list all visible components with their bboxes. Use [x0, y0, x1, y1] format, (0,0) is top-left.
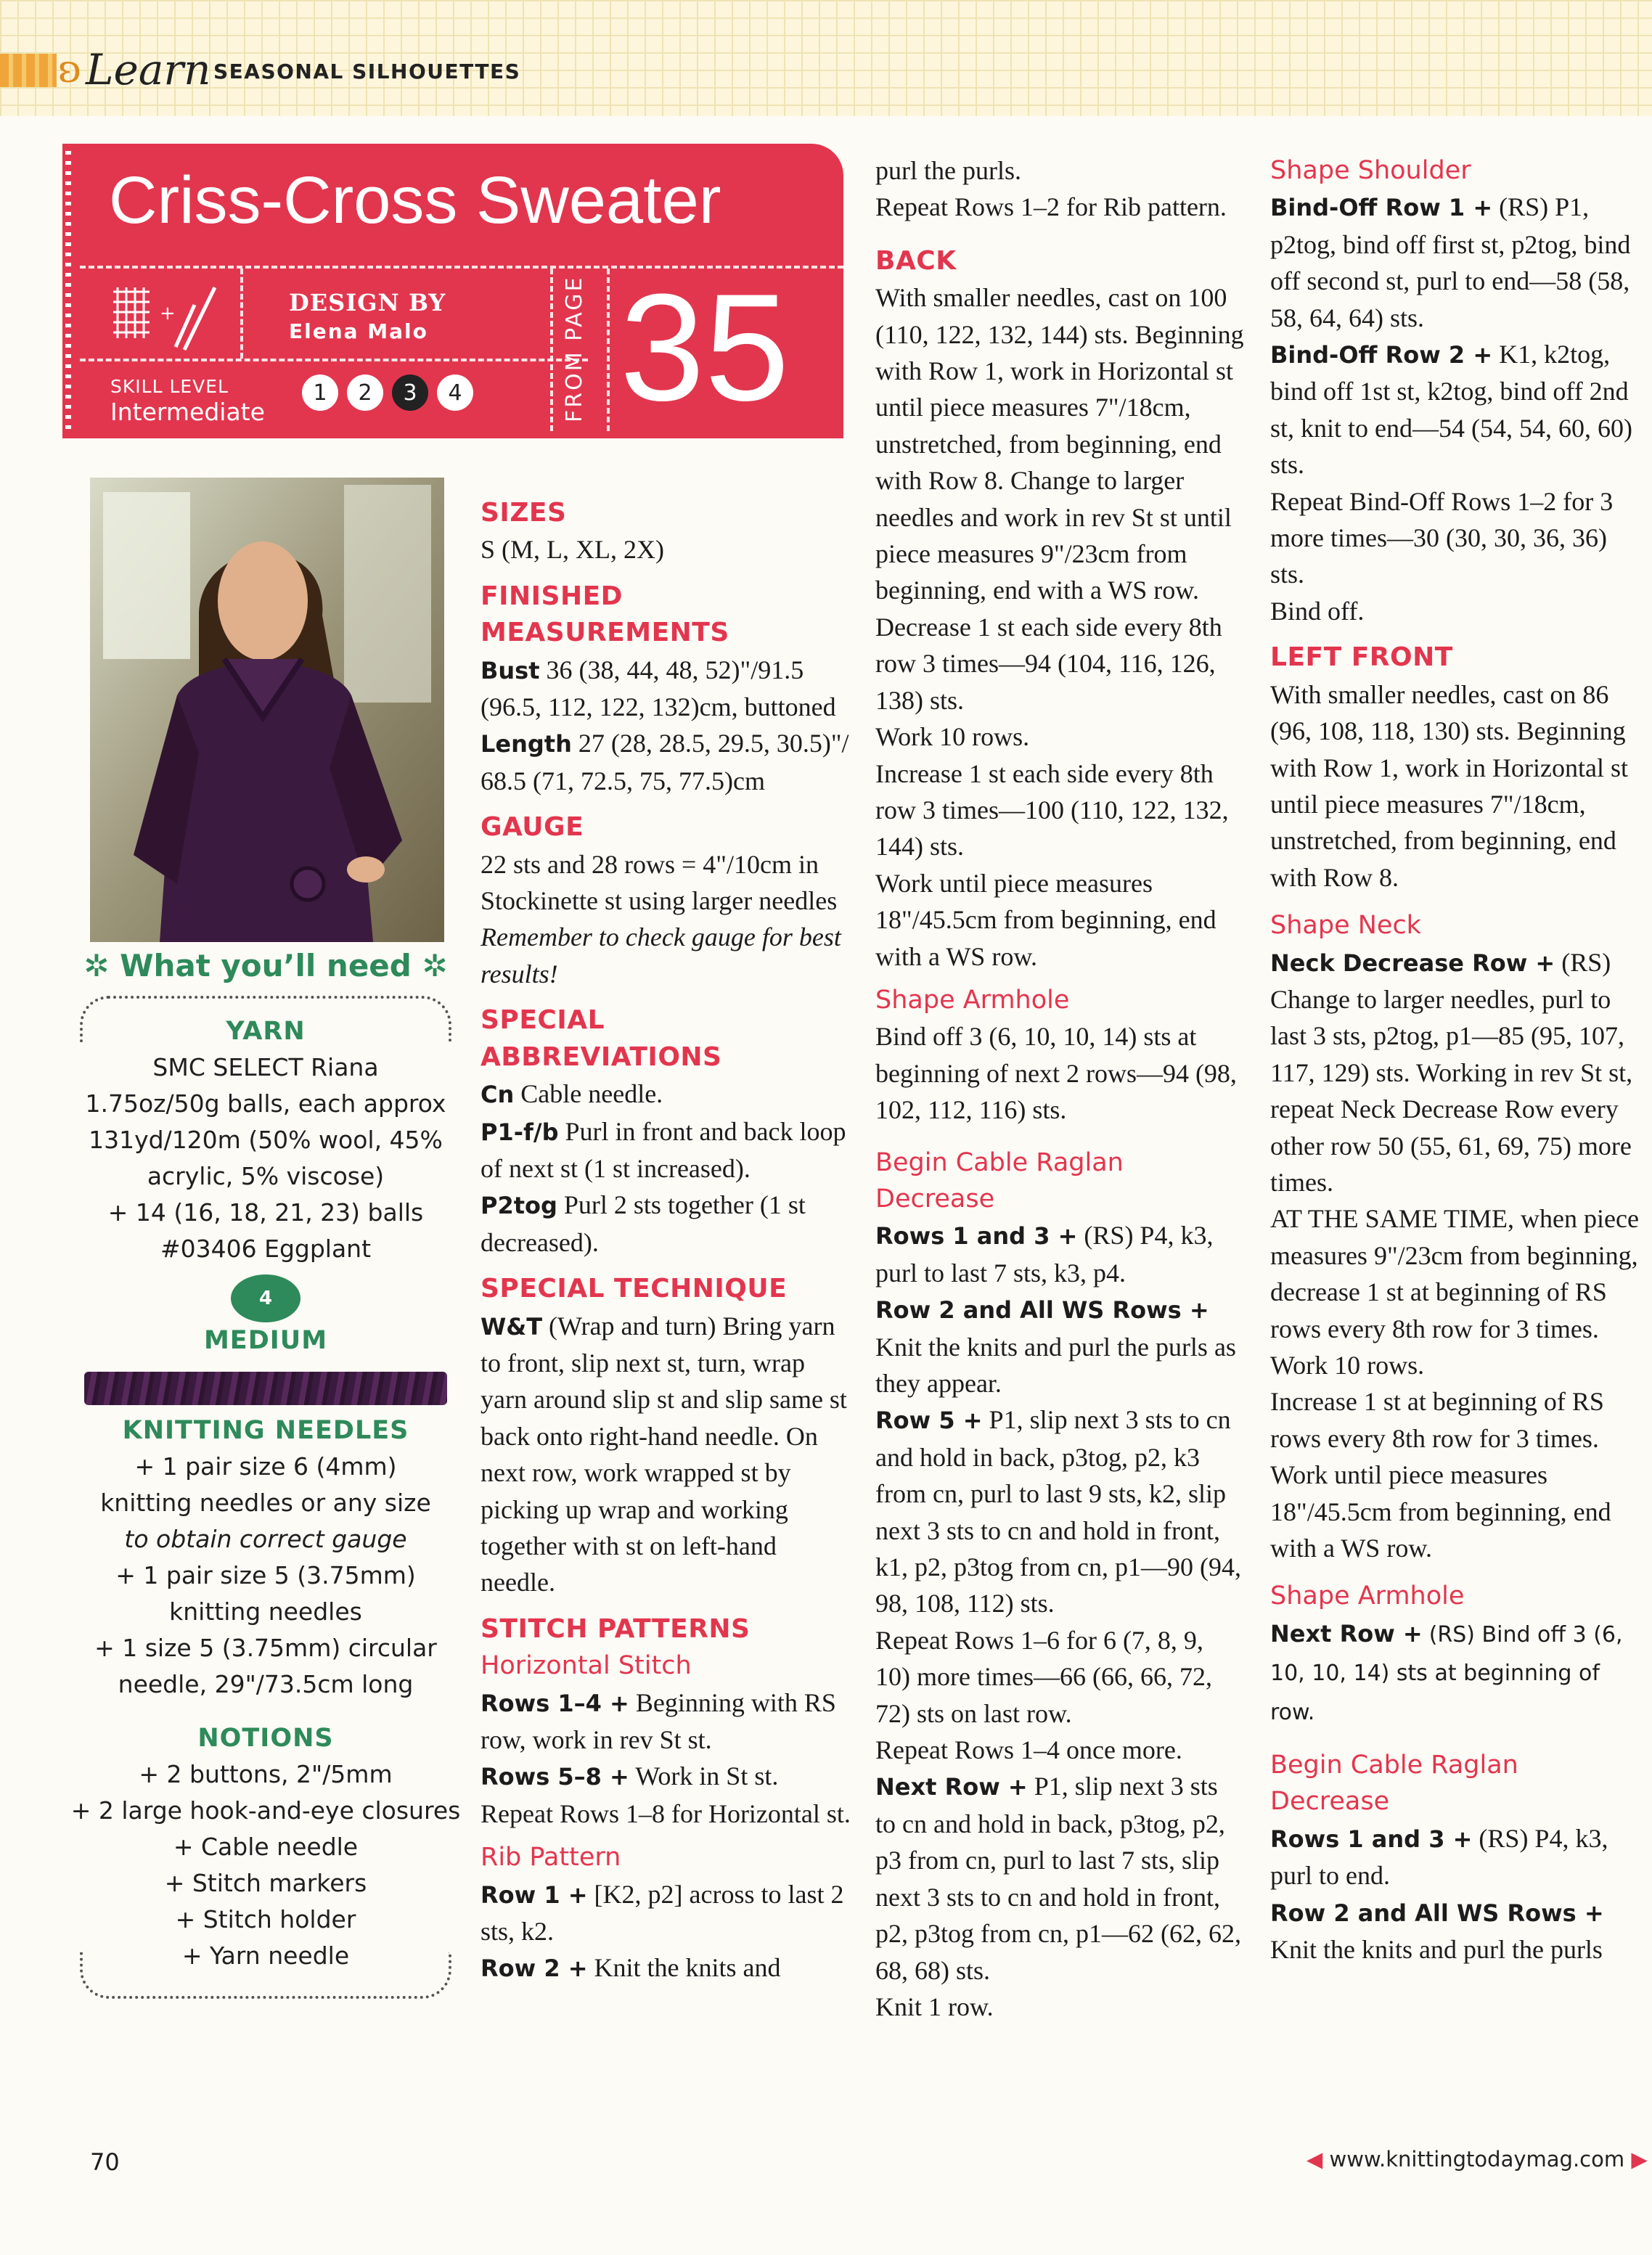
bust-label: Bust — [481, 656, 540, 684]
yarn-swatch — [84, 1372, 447, 1405]
notion-item: + Cable needle — [173, 1833, 359, 1861]
arrow-left-icon: ◀ — [1307, 2147, 1323, 2172]
technique-term: W&T — [481, 1312, 543, 1341]
row-text: P1, slip next 3 sts to cn and hold in back, p3tog, p2, p3 from cn, purl to last 7 sts, slip next 3 sts to cn and hold in front, p2, p3tog from cn, p1—62 (62, 62, 68, 68) sts. — [875, 1772, 1241, 1985]
abbrev-definition: Cable needle. — [520, 1079, 663, 1109]
skill-level-value: Intermediate — [110, 398, 265, 426]
bust-measurement — [481, 652, 851, 726]
rib-pattern-heading: Rib Pattern — [481, 1843, 621, 1873]
model-photo — [90, 478, 444, 942]
footer-website — [1307, 2147, 1648, 2172]
yarn-line: 1.75oz/50g balls, each approx — [85, 1089, 446, 1118]
row-text: (RS) P4, k3, purl to end. — [1270, 1823, 1608, 1891]
instruction-line: Work until piece measures 18"/45.5cm from beginning, end with a WS row. — [875, 868, 1216, 971]
yarn-line: #03406 Eggplant — [160, 1235, 372, 1263]
bust-value: 36 (38, 44, 48, 52)"/91.5 (96.5, 112, 122, 132)cm, buttoned — [481, 655, 836, 722]
notion-item: + 2 buttons, 2"/5mm — [139, 1760, 393, 1788]
instruction-row — [1270, 1820, 1642, 1894]
gauge-text: 22 sts and 28 rows = 4"/10cm in Stockinette st using larger needles — [481, 849, 838, 916]
notion-item: + Stitch markers — [164, 1869, 367, 1897]
shape-armhole-heading: Shape Armhole — [1270, 1581, 1465, 1611]
horizontal-stitch-heading: Horizontal Stitch — [481, 1651, 692, 1681]
row-text: (RS) P1, p2tog, bind off first st, p2tog, bind off second st, purl to end—58 (58, 58, 64, 64) sts. — [1270, 192, 1631, 332]
notion-item: + 2 large hook-and-eye closures — [70, 1796, 461, 1825]
row-label: Next Row + — [875, 1773, 1028, 1801]
repeat-instruction: Repeat Rows 1–2 for Rib pattern. — [875, 192, 1227, 222]
length-label: Length — [481, 730, 572, 758]
abbrev-definition: Purl in front and back loop of next st (1 st increased). — [481, 1116, 846, 1183]
arrow-right-icon: ▶ — [1631, 2147, 1648, 2172]
skill-level-2: 2 — [347, 375, 383, 411]
instruction-line: Work 10 rows. — [875, 722, 1030, 752]
row-text: (RS) Change to larger needles, purl to last 3 sts, p2tog, p1—85 (95, 107, 117, 129) sts. Working in rev St st, repeat Neck Decrease Row every other row 50 (55, 61, 69, 75) more times. — [1270, 947, 1633, 1197]
instruction-line: Increase 1 st at beginning of RS rows every 8th row for 3 times. — [1270, 1387, 1604, 1453]
instruction-row — [481, 1758, 851, 1795]
notions-heading: NOTIONS — [197, 1724, 334, 1753]
abbreviation — [481, 1113, 851, 1187]
instruction-row — [875, 1401, 1244, 1621]
gauge-note — [481, 919, 851, 992]
instruction-line: Bind off. — [1270, 596, 1365, 626]
orange-tab-decoration — [0, 54, 57, 87]
row-label: Bind-Off Row 2 + — [1270, 341, 1493, 369]
abbrev-term: Cn — [481, 1081, 515, 1109]
row-text: Beginning with RS row, work in rev St st. — [481, 1687, 836, 1754]
left-front-instructions: With smaller needles, cast on 86 (96, 108, 118, 130) sts. Beginning with Row 1, work in Horizontal st until piece measures 7"/18cm, unstretched, from beginning, end with Row 8. — [1270, 679, 1628, 892]
row-label: Row 5 + — [875, 1407, 983, 1435]
needle-line: to obtain correct gauge — [124, 1525, 407, 1553]
row-label: Bind-Off Row 1 + — [1270, 194, 1493, 222]
title-card — [62, 144, 843, 438]
instruction-line: Knit 1 row. — [875, 1992, 994, 2021]
column-specs — [481, 485, 851, 1987]
shape-shoulder-heading: Shape Shoulder — [1270, 156, 1471, 185]
instruction-row — [1270, 189, 1642, 336]
column-back — [875, 152, 1244, 2025]
row-label: Rows 5–8 + — [481, 1763, 629, 1791]
instruction-row — [481, 1685, 851, 1759]
shape-neck-heading: Shape Neck — [1270, 911, 1421, 941]
stitch-patterns-heading: STITCH PATTERNS — [481, 1613, 751, 1644]
divider — [550, 269, 553, 431]
back-heading: BACK — [875, 245, 957, 276]
instruction-row — [875, 1217, 1244, 1291]
instruction-line: Repeat Rows 1–6 for 6 (7, 8, 9, 10) more times—66 (66, 66, 72, 72) sts on last row. — [875, 1625, 1212, 1728]
gauge-heading: GAUGE — [481, 812, 584, 843]
swirl-icon: ʚ — [58, 48, 81, 91]
continued-text: purl the purls. — [875, 156, 1021, 185]
row-label: Next Row + — [1270, 1619, 1423, 1648]
abbrev-term: P1-f/b — [481, 1118, 559, 1146]
skill-level-3: 3 — [392, 375, 428, 411]
needle-line: knitting needles or any size — [100, 1489, 431, 1517]
instruction-row — [1270, 944, 1642, 1201]
technique-text — [481, 1308, 851, 1601]
instruction-line: Work 10 rows. — [1270, 1351, 1425, 1380]
abbreviation — [481, 1076, 851, 1113]
perforation-decoration — [65, 151, 71, 431]
row-text: K1, k2tog, bind off 1st st, k2tog, bind off 2nd st, knit to end—54 (54, 54, 60, 60) sts. — [1270, 340, 1632, 480]
instruction-row — [481, 1876, 851, 1950]
yarn-heading: YARN — [226, 1017, 306, 1046]
row-label: Rows 1 and 3 + — [1270, 1825, 1473, 1853]
instruction-line: AT THE SAME TIME, when piece measures 9"/23cm from beginning, decrease 1 st at beginning of RS rows every 8th row for 3 times. — [1270, 1204, 1639, 1343]
row-text: (RS) Bind off 3 (6, 10, 10, 14) sts at beginning of row. — [1270, 1621, 1623, 1725]
finished-measurements-heading: FINISHED MEASUREMENTS — [481, 581, 729, 648]
instruction-row — [1270, 1615, 1642, 1731]
skill-level-4: 4 — [437, 375, 473, 411]
gauge-note-text: Remember to check gauge for best results! — [481, 922, 841, 989]
supplies-panel — [70, 944, 462, 1999]
instruction-line: Repeat Bind-Off Rows 1–2 for 3 more times—30 (30, 30, 36, 36) sts. — [1270, 486, 1614, 589]
technique-heading: SPECIAL TECHNIQUE — [481, 1274, 788, 1304]
abbreviation — [481, 1187, 851, 1261]
designer-name: Elena Malo — [289, 319, 428, 343]
shape-armhole-heading: Shape Armhole — [875, 985, 1070, 1015]
page-number: 70 — [90, 2148, 120, 2176]
yarn-weight-label: MEDIUM — [203, 1326, 328, 1355]
cable-raglan-heading: Begin Cable Raglan Decrease — [875, 1147, 1124, 1214]
abbrev-definition: Purl 2 sts together (1 st decreased). — [481, 1190, 806, 1257]
yarn-line: + 14 (16, 18, 21, 23) balls — [107, 1198, 424, 1227]
notion-item: + Stitch holder — [175, 1905, 356, 1933]
sizes-heading: SIZES — [481, 498, 567, 528]
row-text: [K2, p2] across to last 2 sts, k2. — [481, 1879, 844, 1947]
website-link[interactable]: www.knittingtodaymag.com — [1329, 2147, 1625, 2172]
row-label: Neck Decrease Row + — [1270, 949, 1555, 977]
row-text: Knit the knits and purl the purls as they appear. — [875, 1332, 1236, 1398]
row-label: Row 2 and All WS Rows + — [1270, 1899, 1604, 1927]
divider — [240, 269, 243, 359]
needle-line: + 1 size 5 (3.75mm) circular — [94, 1634, 437, 1662]
instruction-line: Work until piece measures 18"/45.5cm from beginning, end with a WS row. — [1270, 1460, 1611, 1563]
row-text: Work in St st. — [635, 1761, 779, 1791]
instruction-row — [875, 1768, 1244, 1988]
instruction-row — [481, 1949, 851, 1986]
yarn-line: acrylic, 5% viscose) — [147, 1162, 385, 1190]
yarn-weight-icon: 4 — [231, 1274, 300, 1322]
length-measurement — [481, 725, 851, 799]
row-text: Knit the knits and — [594, 1953, 781, 1983]
row-label: Row 1 + — [481, 1880, 588, 1909]
instruction-line: Repeat Rows 1–4 once more. — [875, 1735, 1182, 1765]
instruction-row — [875, 1291, 1244, 1401]
from-page-label: FROM PAGE — [562, 275, 587, 422]
skill-level-1: 1 — [302, 375, 338, 411]
needles-heading: KNITTING NEEDLES — [122, 1416, 409, 1445]
divider — [607, 269, 610, 431]
row-text: Knit the knits and purl the purls — [1270, 1935, 1603, 1965]
pattern-title: Criss-Cross Sweater — [109, 163, 721, 237]
technique-definition: (Wrap and turn) Bring yarn to front, slip next st, turn, wrap yarn around slip st and slip same st back onto right-hand needle. On next row, work wrapped st by picking up wrap and working together with st on left-hand needle. — [481, 1311, 847, 1597]
instruction-row — [1270, 1894, 1642, 1968]
row-label: Rows 1–4 + — [481, 1689, 629, 1717]
plus-sign: + — [160, 303, 176, 324]
learn-label: Learn — [86, 45, 211, 94]
back-instructions: With smaller needles, cast on 100 (110, 122, 132, 144) sts. Beginning with Row 1, work in Horizontal st until piece measures 7"/18cm, unstretched, from beginning, end with Row 8. Change to larger needles and work in rev St st until piece measures 9"/23cm from beginning, end with a WS row. Decrease 1 st each side every 8th row 3 times—94 (104, 116, 126, 138) sts. — [875, 283, 1244, 715]
instruction-line: Increase 1 st each side every 8th row 3 times—100 (110, 122, 132, 144) sts. — [875, 758, 1229, 862]
abbreviations-heading: SPECIAL ABBREVIATIONS — [481, 1005, 722, 1072]
from-page-number: 35 — [620, 262, 790, 433]
section-title: SEASONAL SILHOUETTES — [213, 60, 521, 83]
row-label: Row 2 + — [481, 1955, 588, 1983]
instruction-line: Bind off 3 (6, 10, 10, 14) sts at beginning of next 2 rows—94 (98, 102, 112, 116) sts. — [875, 1022, 1237, 1125]
needle-line: + 1 pair size 5 (3.75mm) — [115, 1561, 416, 1589]
needle-line: knitting needles — [169, 1597, 362, 1626]
what-youll-need-title: ✲ What you’ll need ✲ — [83, 948, 448, 983]
length-value: 27 (28, 28.5, 29.5, 30.5)"/ 68.5 (71, 72.5, 75, 77.5)cm — [481, 729, 849, 795]
row-label: Rows 1 and 3 + — [875, 1222, 1078, 1251]
row-text: P1, slip next 3 sts to cn and hold in back, p3tog, p2, k3 from cn, purl to last 9 sts, k2, slip next 3 sts to cn and hold in front, k1, p2, p3tog from cn, p1—90 (94, 98, 108, 112) sts. — [875, 1405, 1241, 1618]
left-front-heading: LEFT FRONT — [1270, 642, 1453, 673]
design-by-label: DESIGN BY — [289, 289, 446, 316]
skill-level-scale — [302, 375, 473, 411]
cable-raglan-heading: Begin Cable Raglan Decrease — [1270, 1751, 1518, 1817]
knit-needles-icon — [109, 283, 232, 359]
row-label: Row 2 and All WS Rows + — [875, 1296, 1209, 1325]
needle-line: + 1 pair size 6 (4mm) — [134, 1452, 397, 1481]
page-header — [0, 45, 653, 96]
repeat-instruction: Repeat Rows 1–8 for Horizontal st. — [481, 1798, 851, 1828]
instruction-row — [1270, 336, 1642, 483]
notion-item: + Yarn needle — [181, 1941, 350, 1970]
sizes-text: S (M, L, XL, 2X) — [481, 535, 664, 565]
skill-level-label: SKILL LEVEL — [110, 376, 229, 397]
column-left-front — [1270, 152, 1642, 1968]
needle-line: needle, 29"/73.5cm long — [118, 1670, 414, 1698]
abbrev-term: P2tog — [481, 1192, 557, 1220]
yarn-line: SMC SELECT Riana — [152, 1053, 379, 1081]
row-text: (RS) P4, k3, purl to last 7 sts, k3, p4. — [875, 1221, 1214, 1288]
yarn-line: 131yd/120m (50% wool, 45% — [89, 1126, 443, 1154]
